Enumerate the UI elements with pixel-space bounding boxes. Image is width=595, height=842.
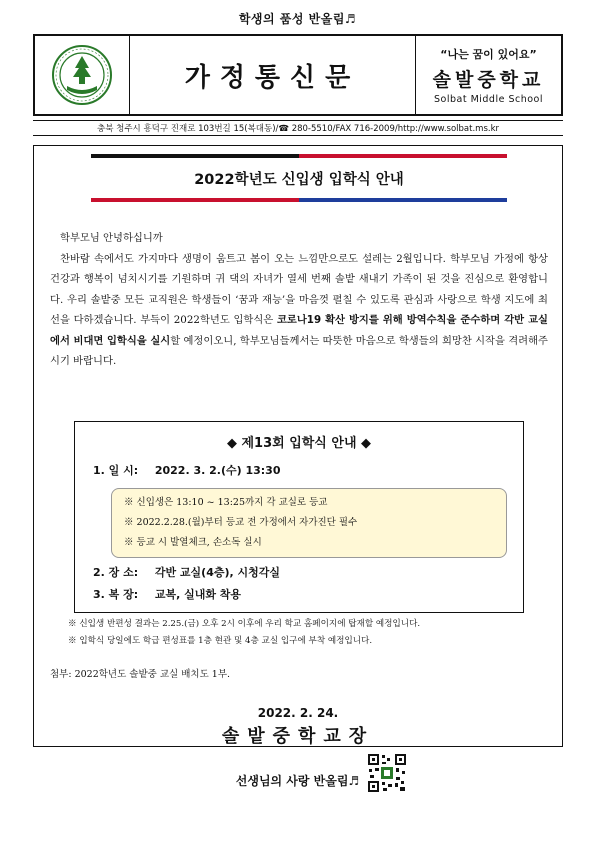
subnote: ※ 2022.2.28.(월)부터 등교 전 가정에서 자가진단 필수: [124, 517, 358, 528]
letter-emphasis: 코로나19 확산 방지를 위해 방역수칙을 준수하며 각반 교실에서 비대면 입학식을 실시: [50, 314, 548, 347]
footnote: ※ 입학식 당일에도 학급 편성표를 1층 현관 및 4층 교실 입구에 부착 예정입니다.: [68, 636, 373, 646]
letter-body: [50, 228, 548, 372]
school-address: 충북 청주시 흥덕구 진재로 103번길 15(복대동)/☎ 280-5510/FAX 716-2009/http://www.solbat.ms.kr: [33, 120, 563, 136]
notice-subnotes: [111, 488, 507, 558]
footnote: ※ 신입생 반편성 결과는 2.25.(금) 오후 2시 이후에 우리 학교 홈페이지에 탑재할 예정입니다.: [68, 619, 421, 629]
letter-text: 찬바람 속에서도 가지마다 생명이 움트고 봄이 오는 느낌만으로도 설레는 2월입니다. 학부모님 가정에 항상 건강과 행복이 넘치시기를 기원하며 귀 댁의 자녀가 열세 번째 솔밭 새내기 가족이 된 것을 진심으로 환영합니다. 우리 솔밭중 모든 교직원은 학생들이 ‘꿈과 재능’을 마음껏 펼칠 수 있도록 관심과 사랑으로 학생 지도에 최선을 다하겠습니다. 부득이 2022학년도 입학식은: [50, 252, 548, 326]
school-name-en: Solbat Middle School: [433, 93, 544, 105]
item-label: 2. 장 소:: [93, 566, 139, 579]
banner-bottom-bar: [91, 198, 507, 202]
item-label: 1. 일 시:: [93, 464, 139, 477]
item-value: 교복, 실내화 착용: [154, 588, 242, 601]
page-title: 가정통신문: [130, 36, 416, 114]
content-frame: [33, 145, 563, 747]
subnote: ※ 신입생은 13:10 ~ 13:25까지 각 교실로 등교: [124, 497, 328, 508]
subnote: ※ 등교 시 발열체크, 손소독 실시: [124, 537, 262, 548]
ceremony-notice-box: [74, 421, 524, 613]
school-info: [416, 36, 561, 114]
attachment-line: 첨부: 2022학년도 솔밭중 교실 배치도 1부.: [50, 669, 231, 680]
item-label: 3. 복 장:: [93, 588, 139, 601]
notice-title: ◆ 제13회 입학식 안내 ◆: [226, 436, 372, 451]
letter-greeting: 학부모님 안녕하십니까: [60, 232, 163, 244]
school-motto: “나는 꿈이 있어요”: [440, 47, 537, 61]
banner-title: 2022학년도 신입생 입학식 안내: [194, 171, 404, 188]
masthead: [33, 34, 563, 116]
item-value: 2022. 3. 2.(수) 13:30: [154, 464, 281, 477]
notice-item-dress: [93, 586, 241, 602]
school-logo: [35, 36, 130, 114]
notice-item-place: [93, 564, 280, 580]
letter-paragraph: [50, 249, 548, 372]
top-slogan: 학생의 품성 반올림♬: [238, 12, 357, 26]
school-name: 솔발중학교: [432, 68, 545, 91]
letter-text-end: 할 예정이오니, 학부모님들께서는 따뜻한 마음으로 학생들의 희망찬 시작을 격려해주시기 바랍니다.: [50, 334, 548, 367]
notice-item-datetime: [93, 462, 281, 478]
school-emblem-icon: [51, 44, 113, 106]
bottom-slogan: 선생님의 사랑 반올림♬: [235, 774, 360, 788]
item-value: 각반 교실(4층), 시청각실: [154, 566, 281, 579]
issue-date: 2022. 2. 24.: [257, 706, 339, 720]
principal-signature: 솔밭중학교장: [221, 726, 375, 747]
footnotes: [68, 616, 548, 650]
qr-code-icon[interactable]: [367, 753, 407, 793]
notice-banner: [91, 154, 507, 202]
